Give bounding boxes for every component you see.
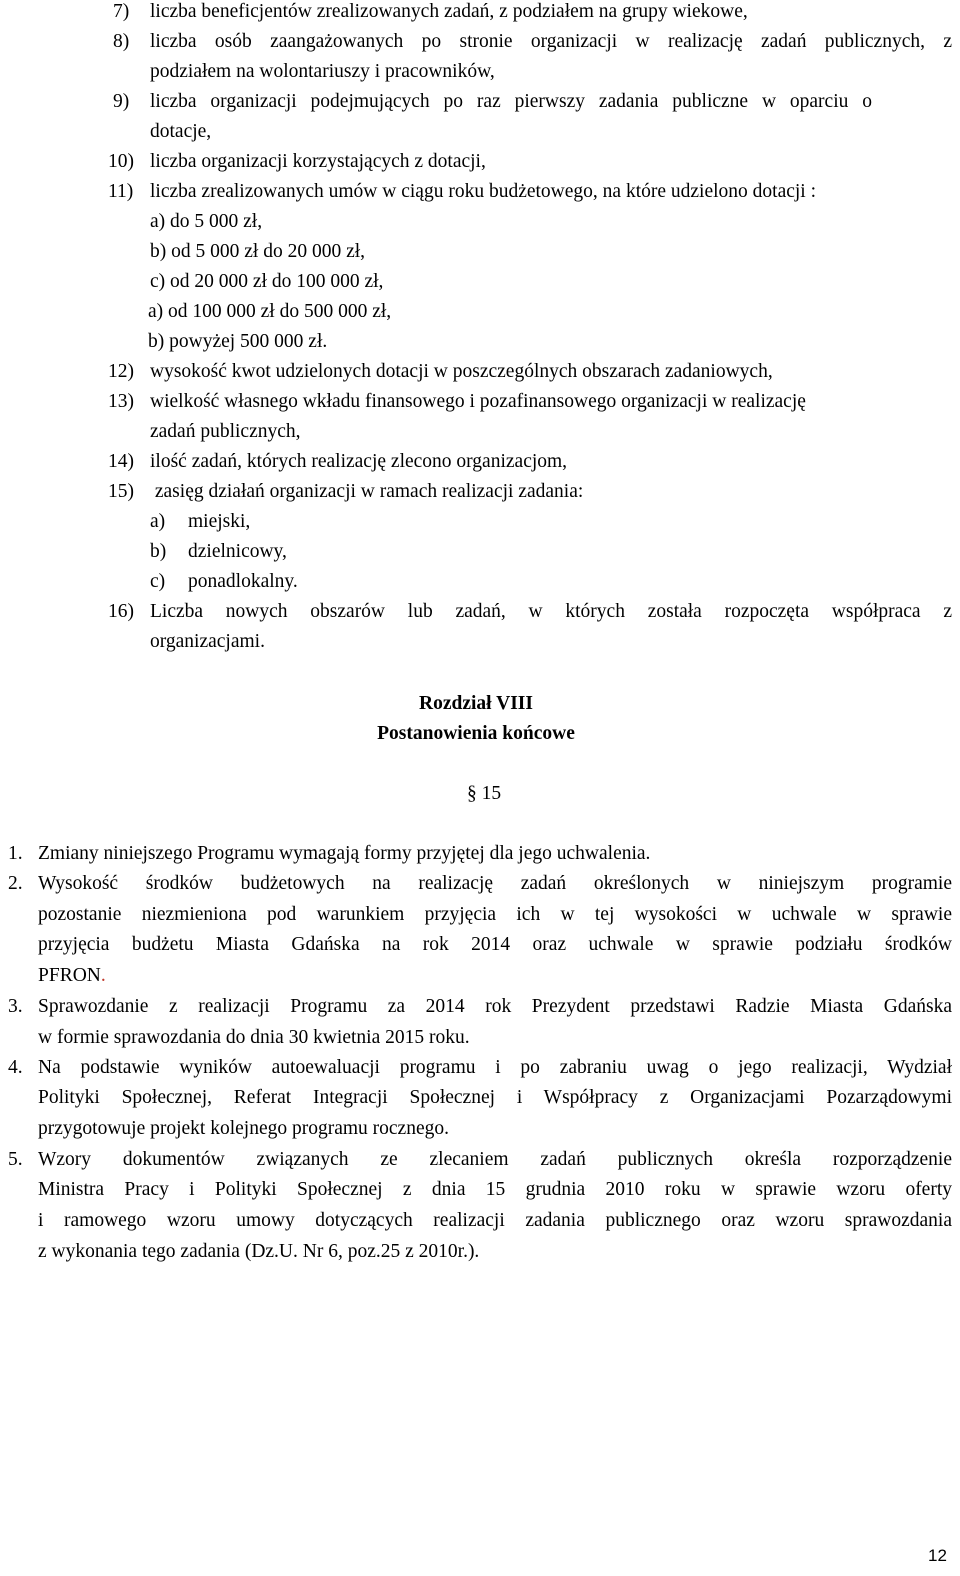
list-item-text: organizacjami.: [150, 631, 265, 652]
list-item-text: Liczba nowych obszarów lub zadań, w których została rozpoczęta współpraca z: [150, 601, 952, 622]
chapter-subtitle: Postanowienia końcowe: [377, 723, 575, 744]
point-number: 4.: [8, 1057, 23, 1078]
sub-item: b) od 5 000 zł do 20 000 zł,: [150, 241, 366, 262]
point-number: 2.: [8, 873, 23, 894]
point-text: i ramowego wzoru umowy dotyczących realizacji zadania publicznego oraz wzoru sprawozdania: [38, 1210, 952, 1231]
sub-item: b) powyżej 500 000 zł.: [148, 331, 328, 352]
point-text: PFRON: [38, 965, 101, 986]
sub-item: ponadlokalny.: [188, 571, 298, 592]
point-text: Wysokość środków budżetowych na realizację zadań określonych w niniejszym programie: [38, 873, 952, 894]
point-text-last: [38, 964, 106, 988]
list-number: 9): [113, 91, 130, 112]
point-text: Sprawozdanie z realizacji Programu za 2014 rok Prezydent przedstawi Radzie Miasta Gdańska: [38, 996, 952, 1017]
list-item-text: liczba osób zaangażowanych po stronie organizacji w realizację zadań publicznych, z: [150, 31, 952, 52]
page-number: 12: [928, 1546, 947, 1565]
sub-item-label: b): [150, 541, 167, 562]
sub-item: miejski,: [188, 511, 251, 532]
list-item-text: liczba zrealizowanych umów w ciągu roku budżetowego, na które udzielono dotacji :: [150, 181, 817, 202]
sub-item-label: c): [150, 571, 166, 592]
list-item-text: ilość zadań, których realizację zlecono organizacjom,: [150, 451, 568, 472]
list-number: 15): [108, 481, 134, 502]
list-item-text: zasięg działań organizacji w ramach realizacji zadania:: [150, 481, 584, 502]
chapter-title: Rozdział VIII: [419, 693, 533, 714]
point-text-period: .: [100, 965, 106, 986]
sub-item-label: a): [150, 511, 166, 532]
sub-item: dzielnicowy,: [188, 541, 287, 562]
list-number: 7): [113, 1, 130, 22]
point-number: 5.: [8, 1149, 23, 1170]
list-number: 12): [108, 361, 134, 382]
list-number: 11): [108, 181, 134, 202]
point-text: Ministra Pracy i Polityki Społecznej z dnia 15 grudnia 2010 roku w sprawie wzoru oferty: [38, 1179, 952, 1200]
list-number: 8): [113, 31, 130, 52]
list-number: 16): [108, 601, 134, 622]
list-item-text: podziałem na wolontariuszy i pracowników,: [150, 61, 495, 82]
point-text: przygotowuje projekt kolejnego programu rocznego.: [38, 1118, 449, 1139]
point-number: 1.: [8, 843, 23, 864]
list-number: 14): [108, 451, 134, 472]
sub-item: c) od 20 000 zł do 100 000 zł,: [150, 271, 384, 292]
sub-item: a) do 5 000 zł,: [150, 211, 263, 232]
list-item-text: zadań publicznych,: [150, 421, 301, 442]
point-text: Zmiany niniejszego Programu wymagają formy przyjętej dla jego uchwalenia.: [38, 843, 651, 864]
list-number: 13): [108, 391, 134, 412]
list-item-text: liczba organizacji korzystających z dotacji,: [150, 151, 486, 172]
point-number: 3.: [8, 996, 23, 1017]
list-item-text: dotacje,: [150, 121, 212, 142]
list-item-text: liczba organizacji podejmujących po raz pierwszy zadania publiczne w oparciu o: [150, 91, 872, 112]
point-text: Na podstawie wyników autoewaluacji programu i po zabraniu uwag o jego realizacji, Wydział: [38, 1057, 952, 1078]
point-text: Wzory dokumentów związanych ze zlecaniem zadań publicznych określa rozporządzenie: [38, 1149, 952, 1170]
list-number: 10): [108, 151, 134, 172]
point-text: przyjęcia budżetu Miasta Gdańska na rok 2014 oraz uchwale w sprawie podziału środków: [38, 934, 952, 955]
list-item-text: wysokość kwot udzielonych dotacji w poszczególnych obszarach zadaniowych,: [150, 361, 773, 382]
list-item-text: wielkość własnego wkładu finansowego i pozafinansowego organizacji w realizację: [150, 391, 806, 412]
sub-item: a) od 100 000 zł do 500 000 zł,: [148, 301, 392, 322]
list-item-text: liczba beneficjentów zrealizowanych zadań, z podziałem na grupy wiekowe,: [150, 1, 748, 22]
point-text: pozostanie niezmieniona pod warunkiem przyjęcia ich w tej wysokości w uchwale w sprawie: [38, 904, 952, 925]
paragraph-mark: § 15: [466, 783, 502, 804]
point-text: w formie sprawozdania do dnia 30 kwietnia 2015 roku.: [38, 1027, 470, 1048]
point-text: z wykonania tego zadania (Dz.U. Nr 6, poz.25 z 2010r.).: [38, 1241, 480, 1262]
point-text: Polityki Społecznej, Referat Integracji Społecznej i Współpracy z Organizacjami Pozarządowymi: [38, 1087, 952, 1108]
